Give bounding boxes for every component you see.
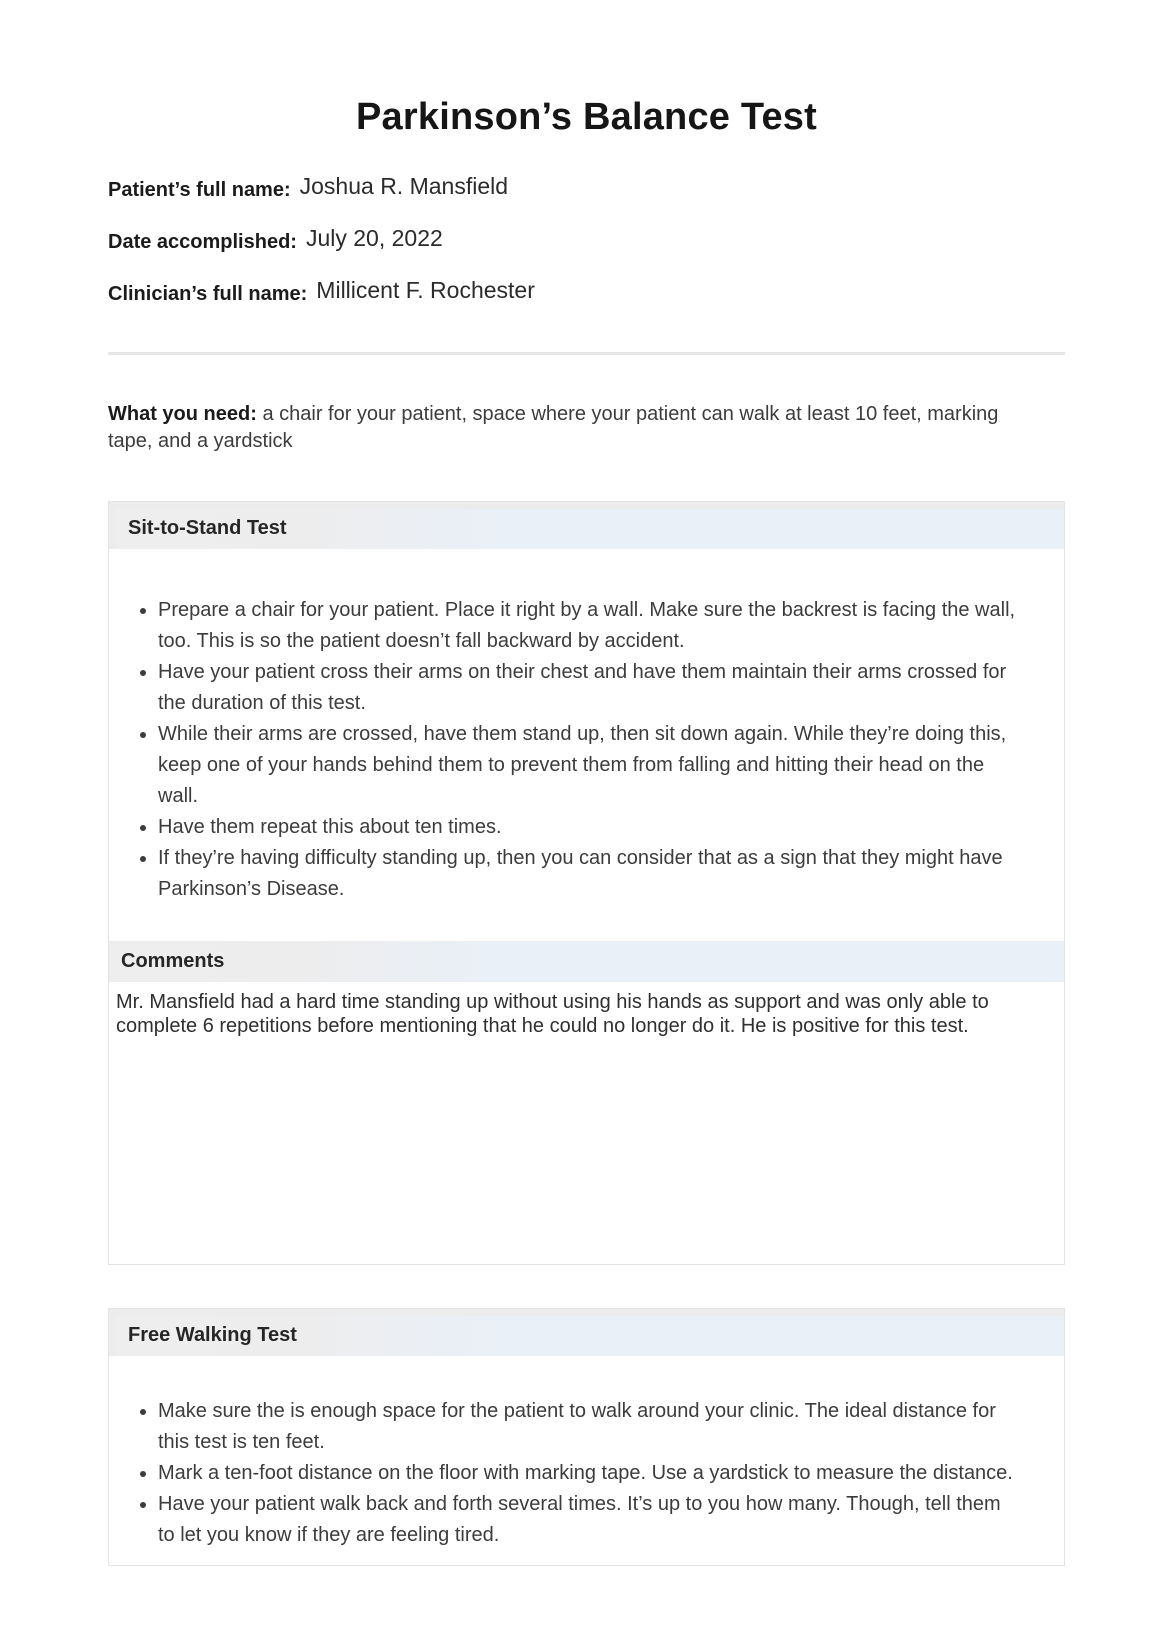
list-item: • Have them repeat this about ten times. bbox=[158, 812, 1018, 843]
patient-name-label: Patient’s full name: bbox=[108, 179, 291, 201]
patient-name-value[interactable]: Joshua R. Mansfield bbox=[299, 173, 509, 199]
date-accomplished-label: Date accomplished: bbox=[108, 231, 297, 253]
what-you-need-text bbox=[108, 401, 1013, 455]
list-item: • Have your patient walk back and forth several times. It’s up to you how many. Though, tell them to let you know if they are feeling tired. bbox=[158, 1489, 1018, 1551]
date-accomplished-row bbox=[108, 227, 1065, 256]
clinician-name-value[interactable]: Millicent F. Rochester bbox=[316, 277, 535, 303]
list-item: • Prepare a chair for your patient. Place it right by a wall. Make sure the backrest is facing the wall, too. This is so the patient doesn’t fall backward by accident. bbox=[158, 595, 1018, 657]
instructions-list bbox=[109, 1396, 1018, 1551]
patient-name-row bbox=[108, 175, 1065, 204]
date-accomplished-value[interactable]: July 20, 2022 bbox=[305, 225, 443, 251]
list-item: • Make sure the is enough space for the patient to walk around your clinic. The ideal distance for this test is ten feet. bbox=[158, 1396, 1018, 1458]
comments-text: Mr. Mansfield had a hard time standing up without using his hands as support and was only able to complete 6 repetitions before mentioning that he could no longer do it. He is positive for this test. bbox=[116, 991, 989, 1037]
list-item: • Have your patient cross their arms on their chest and have them maintain their arms crossed for the duration of this test. bbox=[158, 657, 1018, 719]
form-fields bbox=[108, 175, 1065, 308]
sit-to-stand-instructions bbox=[109, 549, 1064, 941]
clinician-name-label: Clinician’s full name: bbox=[108, 283, 308, 305]
what-you-need-body: a chair for your patient, space where your patient can walk at least 10 feet, marking tape, and a yardstick bbox=[108, 403, 999, 452]
comments-title: Comments bbox=[121, 950, 225, 972]
sit-to-stand-title: Sit-to-Stand Test bbox=[128, 517, 287, 539]
document-content bbox=[108, 96, 1065, 1566]
comments-textarea[interactable] bbox=[109, 982, 1064, 1264]
free-walking-title: Free Walking Test bbox=[128, 1324, 297, 1346]
clinician-name-row bbox=[108, 279, 1065, 308]
list-item: • Mark a ten-foot distance on the floor with marking tape. Use a yardstick to measure the distance. bbox=[158, 1458, 1018, 1489]
sit-to-stand-header bbox=[109, 502, 1064, 549]
section-divider bbox=[108, 352, 1065, 355]
what-you-need-lead: What you need: bbox=[108, 403, 257, 425]
instructions-list bbox=[109, 595, 1018, 905]
list-item: • While their arms are crossed, have them stand up, then sit down again. While they’re doing this, keep one of your hands behind them to prevent them from falling and hitting their head on the wall. bbox=[158, 719, 1018, 812]
comments-header bbox=[109, 941, 1064, 982]
free-walking-instructions bbox=[109, 1356, 1064, 1565]
section-free-walking-test bbox=[108, 1308, 1065, 1566]
section-sit-to-stand-test bbox=[108, 501, 1065, 1265]
page-title: Parkinson’s Balance Test bbox=[356, 96, 817, 138]
list-item: • If they’re having difficulty standing up, then you can consider that as a sign that they might have Parkinson’s Disease. bbox=[158, 843, 1018, 905]
free-walking-header bbox=[109, 1309, 1064, 1356]
